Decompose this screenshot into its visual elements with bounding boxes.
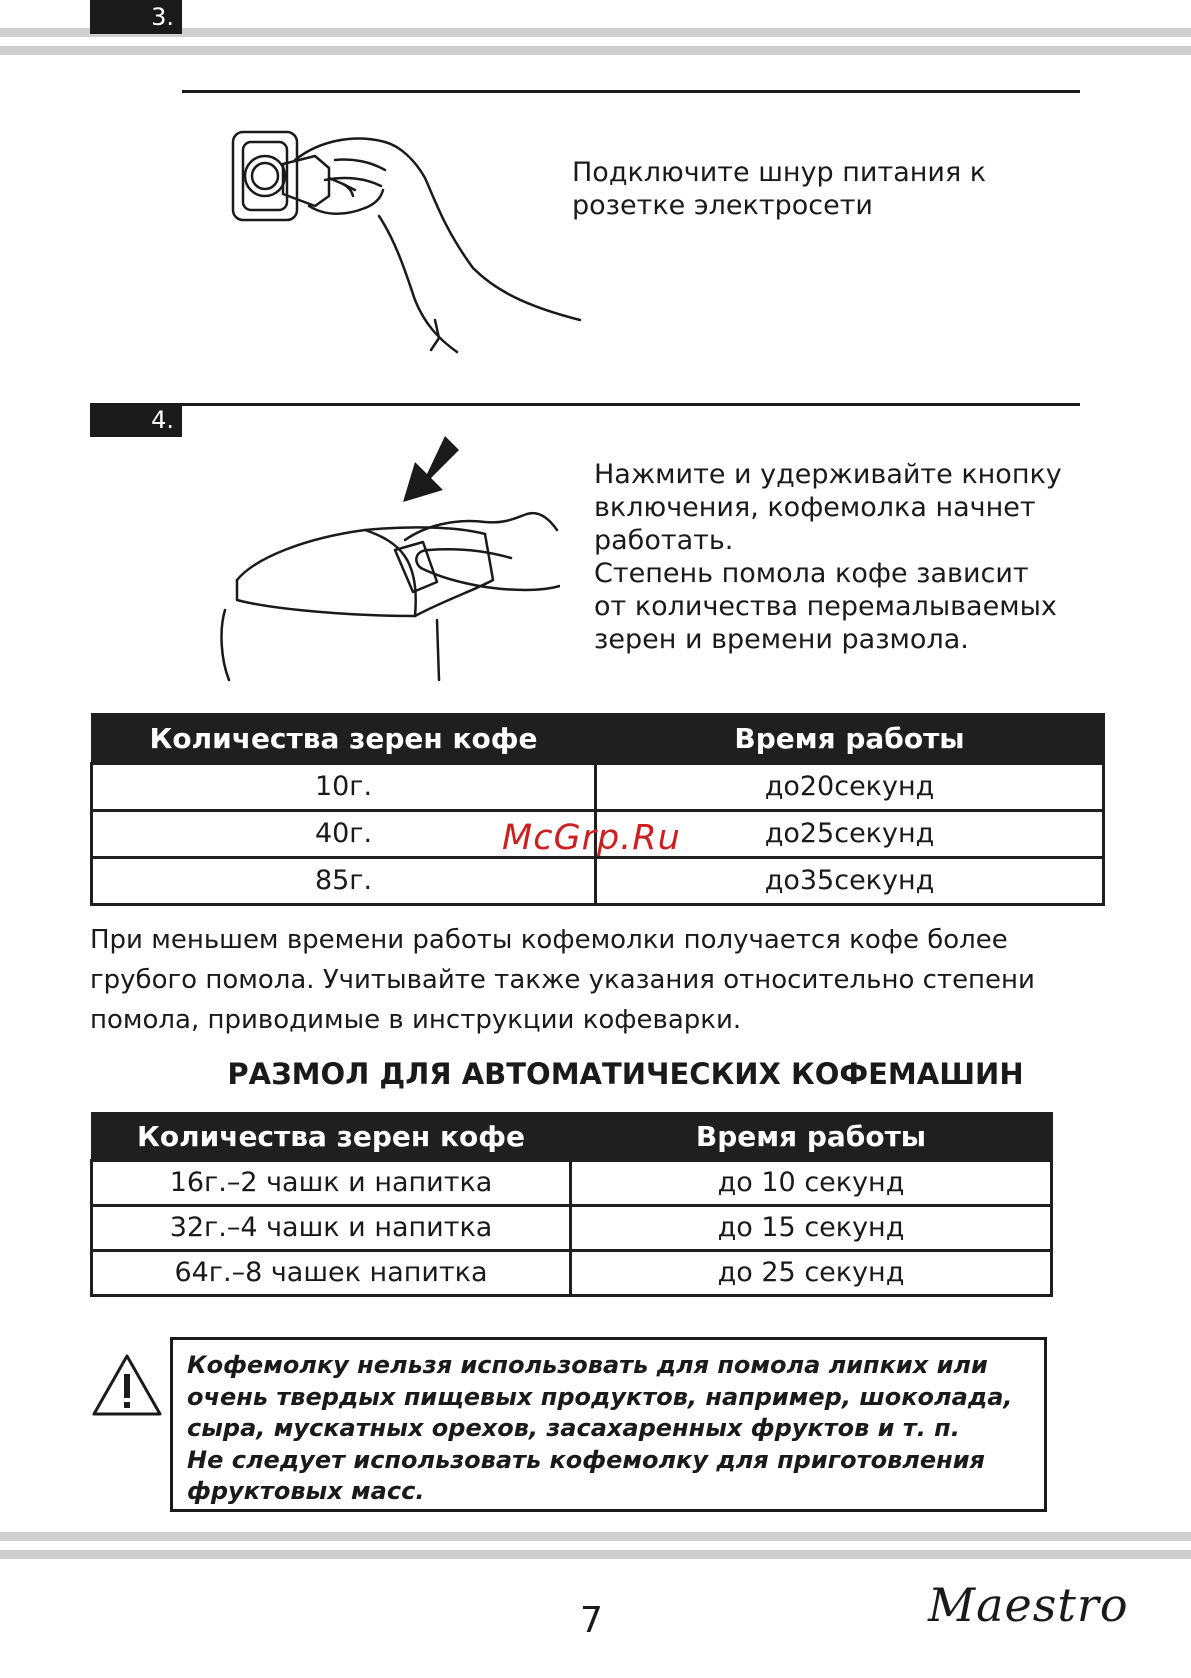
auto-machine-table [90,1112,1053,1297]
step-3-instructions [572,156,986,222]
step-4-line: Нажмите и удерживайте кнопку [594,459,1062,490]
step-4-line: работать. [594,525,734,556]
step-4-rule [182,403,1080,406]
warning-line: фруктовых масс. [187,1477,425,1505]
table-header-cell: Время работы [571,1113,1052,1160]
table-cell: 32г.–4 чашк и напитка [92,1205,571,1250]
warning-box [170,1337,1047,1512]
table-header-row [92,714,1104,763]
bottom-bar-1 [0,1532,1191,1541]
step-4-line: от количества перемалываемых [594,591,1057,622]
page-number: 7 [580,1600,603,1641]
bottom-bar-2 [0,1550,1191,1559]
warning-line: сыра, мускатных орехов, засахаренных фруктов и т. п. [187,1414,960,1442]
section-heading: РАЗМОЛ ДЛЯ АВТОМАТИЧЕСКИХ КОФЕМАШИН [227,1057,1024,1091]
grind-note: При меньшем времени работы кофемолки получается кофе более грубого помола. Учитывайте также указания относительно степени помола, приводимые в инструкции кофеварки. [90,925,1035,1035]
table-row [92,857,1104,904]
watermark: McGrp.Ru [502,818,681,858]
step-3-rule [182,90,1080,93]
step-4-line: Степень помола кофе зависит [594,558,1029,589]
plug-in-illustration [225,120,585,370]
table-cell: 85г. [92,857,596,904]
table-cell: до35секунд [596,857,1104,904]
press-button-illustration [215,430,560,685]
grind-time-table [90,713,1105,906]
warning-triangle-icon [90,1352,164,1418]
table-cell: 40г. [92,810,596,857]
table-cell: до 15 секунд [571,1205,1052,1250]
table-row [92,763,1104,810]
top-bar-2 [0,46,1191,55]
table-cell: 10г. [92,763,596,810]
step-3-number: 3. [90,0,182,34]
step-4-instructions [594,458,1062,656]
table-row [92,1160,1052,1205]
table-header-row [92,1113,1052,1160]
warning-line: очень твердых пищевых продуктов, например, шоколада, [187,1382,1013,1411]
table-cell: до25секунд [596,810,1104,857]
warning-line: Не следует использовать кофемолку для приготовления [187,1445,985,1474]
brand-logo: Maestro [928,1578,1129,1632]
table-header-cell: Время работы [596,714,1104,763]
step-3-line: Подключите шнур питания к [572,157,987,188]
step-4-line: включения, кофемолка начнет [594,492,1036,523]
table-header-cell: Количества зерен кофе [92,714,596,763]
table-header-cell: Количества зерен кофе [92,1113,571,1160]
table-row [92,1250,1052,1295]
table-cell: 64г.–8 чашек напитка [92,1250,571,1295]
step-3-line: розетке электросети [572,190,873,221]
table-row [92,1205,1052,1250]
step-4-line: зерен и времени размола. [594,624,969,655]
table-cell: до20секунд [596,763,1104,810]
step-4-number: 4. [90,403,182,437]
table-cell: до 10 секунд [571,1160,1052,1205]
warning-line: Кофемолку нельзя использовать для помола липких или [187,1351,988,1379]
table-cell: 16г.–2 чашк и напитка [92,1160,571,1205]
table-cell: до 25 секунд [571,1250,1052,1295]
